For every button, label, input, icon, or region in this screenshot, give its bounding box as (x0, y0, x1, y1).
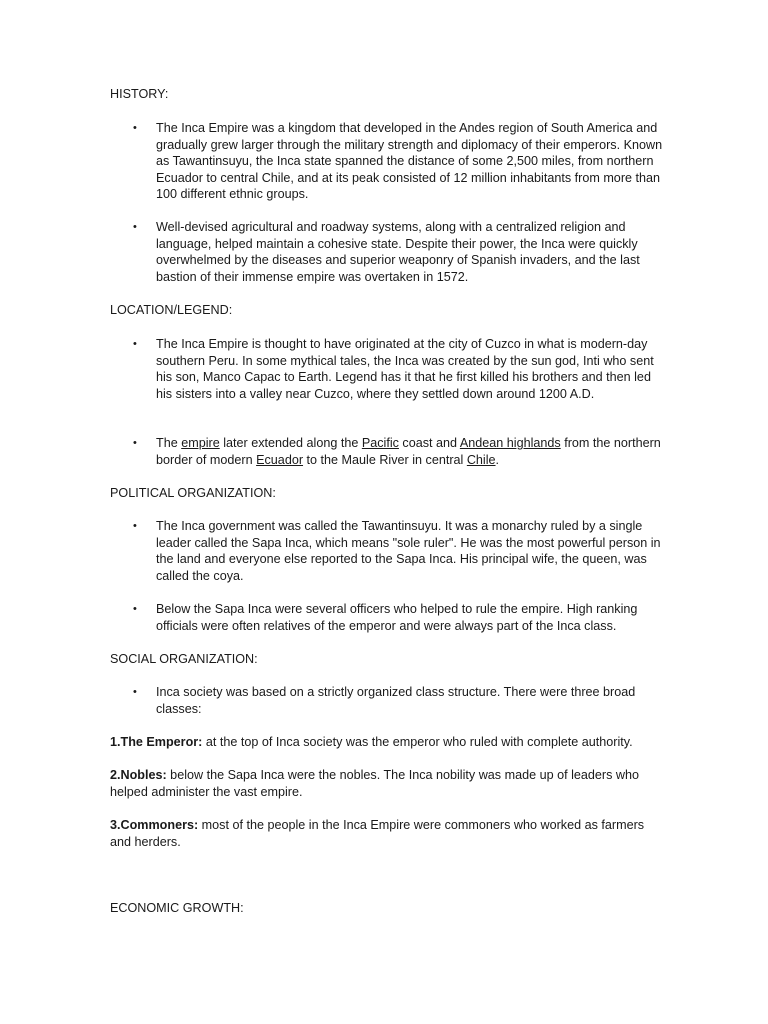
link-ecuador[interactable]: Ecuador (256, 452, 304, 467)
text-run: later extended along the (219, 436, 362, 450)
class-description: most of the people in the Inca Empire were commoners who worked as farmers and herders. (110, 818, 645, 849)
class-label: 1.The Emperor: (110, 735, 203, 749)
location-bullet-1: The Inca Empire is thought to have originated at the city of Cuzco in what is modern-day southern Peru. In some mythical tales, the Inca was created by the sun god, Inti who sent his son, Manco Capac to Earth. Legend has it that he first killed his brothers and then led his sisters into a valley near Cuzco, where they settled down around 1200 A.D. (156, 337, 654, 401)
text-run: The (156, 436, 182, 450)
link-andean-highlands[interactable]: Andean highlands (459, 436, 561, 450)
bullet-marker: • (133, 338, 137, 350)
text-run: coast and (398, 436, 460, 450)
class-description: at the top of Inca society was the emperor who ruled with complete authority. (202, 735, 633, 749)
bullet-marker: • (133, 520, 137, 532)
section-heading-social: SOCIAL ORGANIZATION: (110, 652, 258, 666)
bullet-marker: • (133, 437, 137, 449)
text-run: . (495, 452, 500, 467)
section-heading-economic: ECONOMIC GROWTH: (110, 901, 244, 915)
class-description: below the Sapa Inca were the nobles. The Inca nobility was made up of leaders who helped administer the vast empire. (110, 768, 640, 799)
text-run: from the northern border of modern (156, 436, 661, 467)
class-emperor (110, 734, 666, 751)
location-bullet-2 (156, 435, 664, 468)
link-chile[interactable]: Chile (466, 452, 496, 467)
class-label: 3.Commoners: (110, 818, 199, 832)
political-bullet-2: Below the Sapa Inca were several officers who helped to rule the empire. High ranking officials were often relatives of the emperor and were always part of the Inca class. (156, 602, 638, 633)
bullet-marker: • (133, 603, 137, 615)
bullet-marker: • (133, 122, 137, 134)
bullet-marker: • (133, 221, 137, 233)
class-label: 2.Nobles: (110, 768, 167, 782)
link-pacific[interactable]: Pacific (361, 436, 399, 450)
bullet-marker: • (133, 686, 137, 698)
link-empire[interactable]: empire (181, 436, 220, 450)
history-bullet-2: Well-devised agricultural and roadway systems, along with a centralized religion and language, helped maintain a cohesive state. Despite their power, the Inca were quickly overwhelmed by the diseases and superior weaponry of Spanish invaders, and the last bastion of their immense empire was overtaken in 1572. (156, 220, 640, 284)
section-heading-location: LOCATION/LEGEND: (110, 303, 233, 317)
political-bullet-1: The Inca government was called the Tawantinsuyu. It was a monarchy ruled by a single leader called the Sapa Inca, which means "sole ruler". He was the most powerful person in the land and everyone else reported to the Sapa Inca. His principal wife, the queen, was called the coya. (156, 519, 661, 583)
section-heading-history: HISTORY: (110, 87, 169, 101)
section-heading-political: POLITICAL ORGANIZATION: (110, 486, 276, 500)
class-nobles (110, 767, 666, 800)
social-bullet-1: Inca society was based on a strictly organized class structure. There were three broad classes: (156, 685, 636, 716)
text-run: to the Maule River in central (303, 452, 467, 467)
class-commoners (110, 817, 666, 850)
history-bullet-1: The Inca Empire was a kingdom that developed in the Andes region of South America and gradually grew larger through the military strength and diplomacy of their emperors. Known as Tawantinsuyu, the Inca state spanned the distance of some 2,500 miles, from northern Ecuador to central Chile, and at its peak consisted of 12 million inhabitants from more than 100 different ethnic groups. (156, 121, 663, 202)
